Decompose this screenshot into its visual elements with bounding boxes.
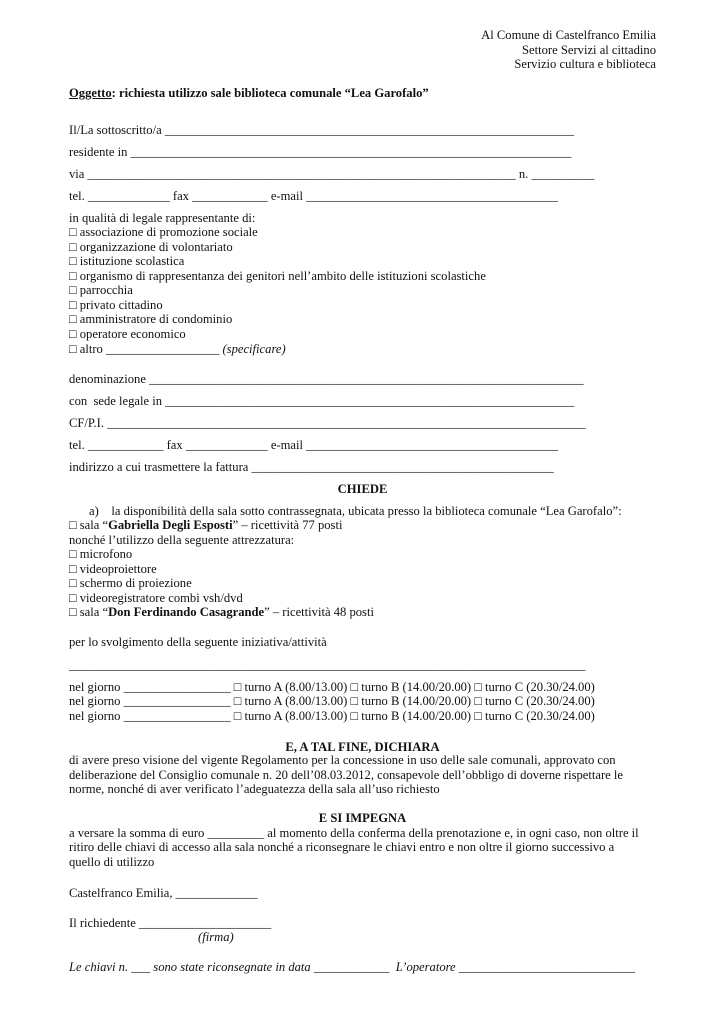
role-option-checkbox[interactable]: □ associazione di promozione sociale	[69, 225, 258, 239]
equipment-checkbox[interactable]: □ videoproiettore	[69, 562, 157, 576]
applicant-residence-field[interactable]: residente in ______________________________________________________________________	[69, 145, 572, 159]
room1-name: Gabriella Degli Esposti	[108, 518, 233, 532]
date-row[interactable]: nel giorno _________________ □ turno A (8.00/13.00) □ turno B (14.00/20.00) □ turno C (20.30/24.00)	[69, 680, 595, 694]
declaration-text-2: deliberazione del Consiglio comunale n. 20 dell’08.03.2012, consapevole dell’obbligo di doverne rispettare le	[69, 768, 623, 782]
commitment-text-2: ritiro delle chiavi di accesso alla sala nonché a riconsegnare le chiavi entro e non oltre il giorno successivo a	[69, 840, 615, 854]
org-contacts-field[interactable]: tel. ____________ fax _____________ e-mail ________________________________________	[69, 438, 559, 452]
commitment-heading: E SI IMPEGNA	[318, 811, 407, 825]
room1-prefix: □ sala “	[69, 518, 109, 532]
role-option-other[interactable]	[69, 342, 286, 357]
role-other-field[interactable]: □ altro __________________	[69, 342, 223, 356]
commitment-text-3: quello di utilizzo	[69, 855, 155, 869]
applicant-name-field[interactable]: Il/La sottoscritto/a _________________________________________________________________	[69, 123, 575, 137]
declaration-heading: E, A TAL FINE, DICHIARA	[285, 740, 440, 754]
signature-caption: (firma)	[198, 930, 234, 944]
equipment-checkbox[interactable]: □ microfono	[69, 547, 133, 561]
room1-checkbox[interactable]	[69, 518, 342, 533]
role-other-hint: (specificare)	[222, 342, 286, 356]
org-invoice-field[interactable]: indirizzo a cui trasmettere la fattura ________________________________________________	[69, 460, 554, 474]
subject-text: : richiesta utilizzo sale biblioteca comunale “Lea Garofalo”	[111, 86, 429, 100]
commitment-text-1: a versare la somma di euro _________ al momento della conferma della prenotazione e, in ogni caso, non oltre il	[69, 826, 639, 840]
org-seat-field[interactable]: con sede legale in _________________________________________________________________	[69, 394, 575, 408]
subject-label: Oggetto	[69, 86, 112, 100]
request-item-a: a) la disponibilità della sala sotto contrassegnata, ubicata presso la biblioteca comunale “Lea Garofalo”:	[89, 504, 622, 518]
recipient-line-3: Servizio cultura e biblioteca	[514, 57, 656, 71]
role-option-checkbox[interactable]: □ amministratore di condominio	[69, 312, 233, 326]
room2-name: Don Ferdinando Casagrande	[108, 605, 265, 619]
applicant-signature-field[interactable]: Il richiedente _____________________	[69, 916, 272, 930]
activity-intro: per lo svolgimento della seguente iniziativa/attività	[69, 635, 327, 649]
applicant-contacts-field[interactable]: tel. _____________ fax ____________ e-mail ________________________________________	[69, 189, 559, 203]
recipient-line-1: Al Comune di Castelfranco Emilia	[481, 28, 656, 42]
declaration-text-3: norme, nonché di aver verificato l’adeguatezza della sala all’uso richiesto	[69, 782, 440, 796]
applicant-street-field[interactable]: via ____________________________________________________________________ n. __________	[69, 167, 595, 181]
request-heading: CHIEDE	[337, 482, 388, 496]
equipment-checkbox[interactable]: □ schermo di proiezione	[69, 576, 192, 590]
room1-suffix: ” – ricettività 77 posti	[232, 518, 343, 532]
org-cf-field[interactable]: CF/P.I. ____________________________________________________________________________	[69, 416, 586, 430]
role-option-checkbox[interactable]: □ organizzazione di volontariato	[69, 240, 233, 254]
recipient-line-2: Settore Servizi al cittadino	[522, 43, 656, 57]
room2-suffix: ” – ricettività 48 posti	[264, 605, 374, 619]
room2-prefix: □ sala “	[69, 605, 109, 619]
role-intro: in qualità di legale rappresentante di:	[69, 211, 256, 225]
org-name-field[interactable]: denominazione _____________________________________________________________________	[69, 372, 584, 386]
keys-return-line[interactable]: Le chiavi n. ___ sono state riconsegnate in data ____________ L’operatore ____________________________	[69, 960, 636, 974]
equipment-checkbox[interactable]: □ videoregistratore combi vsh/dvd	[69, 591, 243, 605]
equipment-intro: nonché l’utilizzo della seguente attrezzatura:	[69, 533, 295, 547]
role-option-checkbox[interactable]: □ operatore economico	[69, 327, 186, 341]
date-row[interactable]: nel giorno _________________ □ turno A (8.00/13.00) □ turno B (14.00/20.00) □ turno C (20.30/24.00)	[69, 709, 595, 723]
role-option-checkbox[interactable]: □ istituzione scolastica	[69, 254, 185, 268]
subject-line	[69, 86, 429, 101]
role-option-checkbox[interactable]: □ parrocchia	[69, 283, 133, 297]
room2-checkbox[interactable]	[69, 605, 374, 620]
role-option-checkbox[interactable]: □ organismo di rappresentanza dei genitori nell’ambito delle istituzioni scolastiche	[69, 269, 486, 283]
place-date-field[interactable]: Castelfranco Emilia, _____________	[69, 886, 258, 900]
activity-field[interactable]: __________________________________________________________________________________	[69, 658, 586, 672]
date-row[interactable]: nel giorno _________________ □ turno A (8.00/13.00) □ turno B (14.00/20.00) □ turno C (20.30/24.00)	[69, 694, 595, 708]
role-option-checkbox[interactable]: □ privato cittadino	[69, 298, 163, 312]
declaration-text-1: di avere preso visione del vigente Regolamento per la concessione in uso delle sale comunali, approvato con	[69, 753, 616, 767]
